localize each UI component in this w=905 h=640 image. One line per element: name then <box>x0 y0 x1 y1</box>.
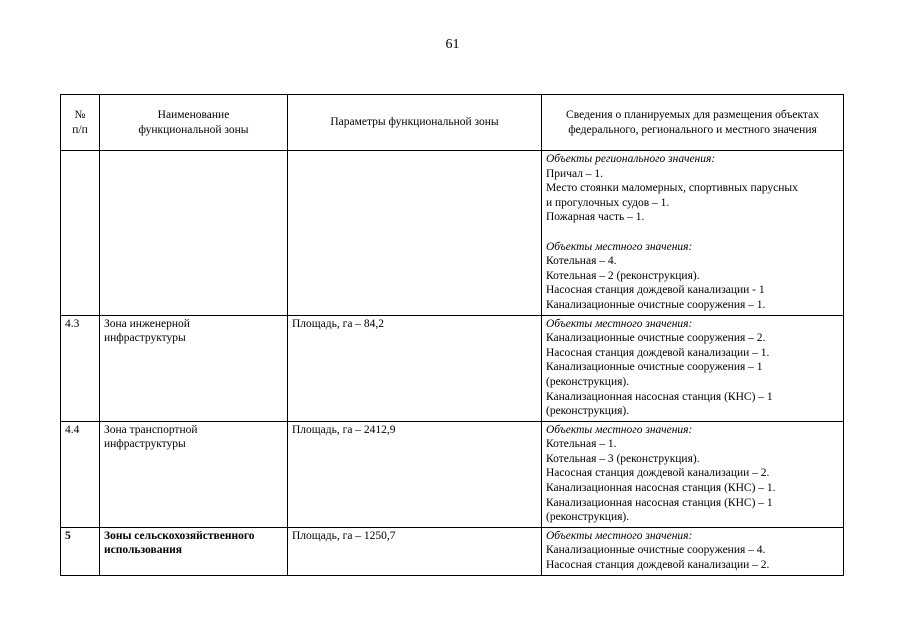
table-row <box>61 151 844 316</box>
object-item: Канализационные очистные сооружения – 1 <box>546 361 763 374</box>
row-number <box>61 151 100 316</box>
header-planned-objects: Сведения о планируемых для размещения объектах федерального, регионального и местного значения <box>542 95 844 151</box>
zone-name-line: Зоны сельскохозяйственного <box>104 529 255 542</box>
row-number: 4.4 <box>61 421 100 527</box>
zone-parameters: Площадь, га – 2412,9 <box>288 421 542 527</box>
planned-objects <box>542 527 844 575</box>
zone-name <box>100 421 288 527</box>
zone-name-line: Зона транспортной <box>104 423 198 436</box>
object-item: Канализационные очистные сооружения – 4. <box>546 544 766 557</box>
table-row <box>61 421 844 527</box>
header-zone-parameters: Параметры функциональной зоны <box>288 95 542 151</box>
object-item: Насосная станция дождевой канализации – 2. <box>546 467 770 480</box>
zone-name <box>100 151 288 316</box>
object-item: Котельная – 3 (реконструкция). <box>546 452 700 465</box>
object-item: Котельная – 1. <box>546 438 617 451</box>
object-item: (реконструкция). <box>546 375 630 388</box>
object-category-heading: Объекты местного значения: <box>546 317 693 330</box>
blank-line <box>546 225 839 240</box>
zone-name-line: Зона инженерной <box>104 317 190 330</box>
zone-name-line: инфраструктуры <box>104 332 186 345</box>
object-category-heading: Объекты местного значения: <box>546 529 693 542</box>
object-item: Насосная станция дождевой канализации – 2. <box>546 559 770 572</box>
zone-name <box>100 315 288 421</box>
object-item: Котельная – 2 (реконструкция). <box>546 269 700 282</box>
row-number: 4.3 <box>61 315 100 421</box>
object-item: Канализационные очистные сооружения – 2. <box>546 332 766 345</box>
object-item: Пожарная часть – 1. <box>546 211 645 224</box>
object-item: Канализационная насосная станция (КНС) – 1. <box>546 482 776 495</box>
page-number: 61 <box>445 37 460 52</box>
object-item: Насосная станция дождевой канализации – 1. <box>546 346 770 359</box>
zone-name-line: использования <box>104 544 182 557</box>
header-zone-name: Наименование функциональной зоны <box>100 95 288 151</box>
header-number: № п/п <box>61 95 100 151</box>
object-item: Причал – 1. <box>546 167 604 180</box>
table-header-row <box>61 95 844 151</box>
object-item: Канализационная насосная станция (КНС) – 1 <box>546 496 773 509</box>
planned-objects <box>542 151 844 316</box>
object-item: (реконструкция). <box>546 511 630 524</box>
planned-objects <box>542 315 844 421</box>
object-item: Канализационная насосная станция (КНС) – 1 <box>546 390 773 403</box>
table-row <box>61 527 844 575</box>
row-number: 5 <box>61 527 100 575</box>
object-item: Место стоянки маломерных, спортивных парусных <box>546 182 798 195</box>
table-row <box>61 315 844 421</box>
functional-zones-table <box>60 94 844 576</box>
object-category-heading: Объекты местного значения: <box>546 423 693 436</box>
zone-name <box>100 527 288 575</box>
zone-name-line: инфраструктуры <box>104 438 186 451</box>
object-category-heading: Объекты регионального значения: <box>546 153 716 165</box>
zone-parameters <box>288 151 542 316</box>
object-category-heading: Объекты местного значения: <box>546 240 693 253</box>
zone-parameters: Площадь, га – 1250,7 <box>288 527 542 575</box>
object-item: Котельная – 4. <box>546 255 617 268</box>
object-item: Канализационные очистные сооружения – 1. <box>546 298 766 311</box>
zone-parameters: Площадь, га – 84,2 <box>288 315 542 421</box>
planned-objects <box>542 421 844 527</box>
object-item: (реконструкция). <box>546 405 630 418</box>
object-item: и прогулочных судов – 1. <box>546 196 670 209</box>
object-item: Насосная станция дождевой канализации - 1 <box>546 284 765 297</box>
